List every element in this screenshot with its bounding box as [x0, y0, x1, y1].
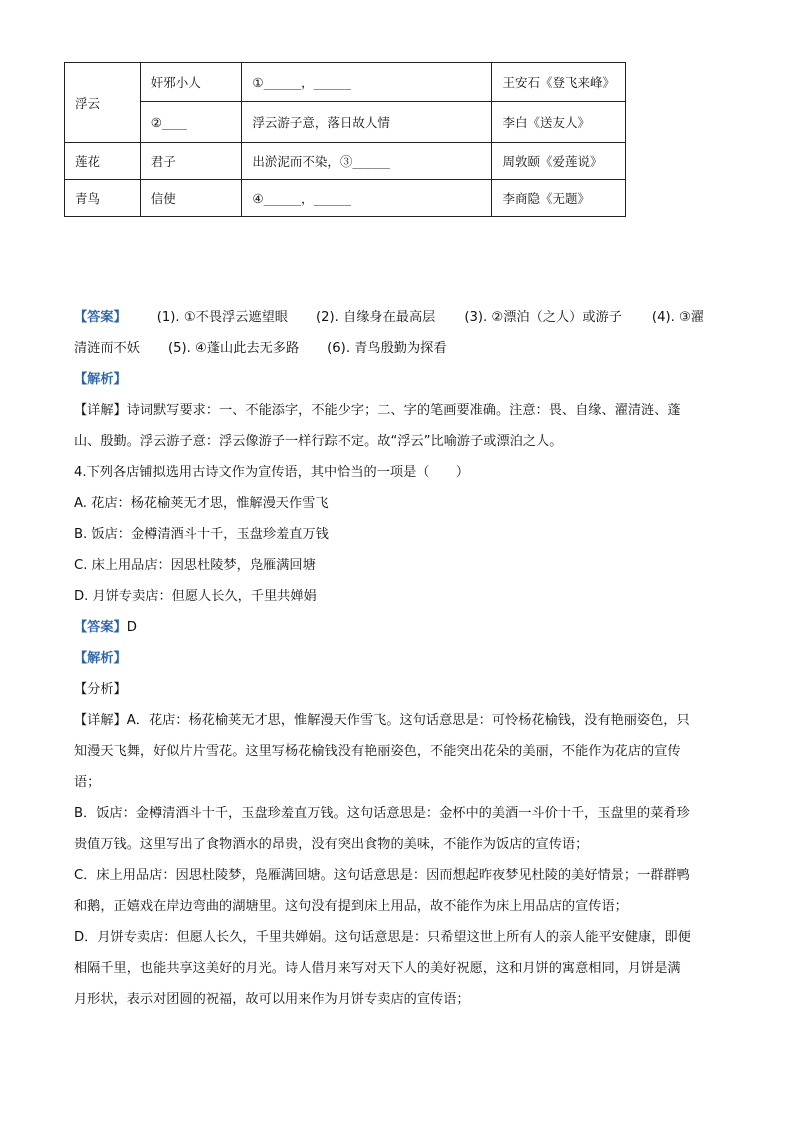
detail-line: B．饭店：金樽清酒斗十千，玉盘珍羞直万钱。这句话意思是：金杯中的美酒一斗价十千，玉盘里的菜肴珍: [74, 806, 690, 821]
detail-line: A．花店：杨花榆荚无才思，惟解漫天作雪飞。这句话意思是：可怜杨花榆钱，没有艳丽姿色，只: [126, 713, 690, 728]
meaning-cell: 信使: [140, 180, 242, 217]
source-cell: 李商隐《无题》: [492, 180, 626, 217]
detail-line: 月形状，表示对团圆的祝福，故可以用来作为月饼专卖店的宣传语；: [74, 992, 470, 1007]
source-cell: 李白《送友人》: [492, 102, 626, 143]
poem-line-cell: ①______，______: [242, 63, 492, 102]
meaning-cell: 君子: [140, 143, 242, 180]
poem-line-cell: ④______，______: [242, 180, 492, 217]
detail-paragraph: [74, 705, 722, 736]
poem-table: [64, 62, 626, 217]
q4-answer-line: [74, 612, 722, 643]
meaning-cell: 奸邪小人: [140, 63, 242, 102]
table-row: [65, 143, 626, 180]
detail-tag: 【详解】: [74, 403, 127, 418]
option-b: B. 饭店：金樽清酒斗十千，玉盘珍羞直万钱: [74, 527, 329, 542]
detail-tag: 【详解】: [74, 713, 127, 728]
option-d: D. 月饼专卖店：但愿人长久，千里共婵娟: [74, 589, 317, 604]
q3-answer-line: [74, 333, 722, 364]
fenxi-heading: 【分析】: [74, 682, 127, 697]
option-c: C. 床上用品店：因思杜陵梦，凫雁满回塘: [74, 558, 316, 573]
answer-item: (1). ①不畏浮云遮望眼: [156, 310, 288, 325]
answer-item: (2). 自缘身在最高层: [315, 310, 436, 325]
source-cell: 王安石《登飞来峰》: [492, 63, 626, 102]
detail-line: D．月饼专卖店：但愿人长久，千里共婵娟。这句话意思是：只希望这世上所有人的亲人能平安健康，即便: [74, 930, 691, 945]
detail-line: 贵值万钱。这里写出了食物酒水的昂贵，没有突出食物的美味，不能作为饭店的宣传语；: [74, 837, 589, 852]
imagery-cell: 莲花: [65, 143, 141, 180]
answer-value: D: [126, 620, 137, 635]
detail-line: 诗词默写要求：一、不能添字，不能少字；二、字的笔画要准确。注意：畏、自缘、濯清涟、蓬: [126, 403, 681, 418]
detail-line: 相隔千里，也能共享这美好的月光。诗人借月来写对天下人的美好祝愿，这和月饼的寓意相同，月饼是满: [74, 961, 681, 976]
poem-line-cell: 出淤泥而不染，③______: [242, 143, 492, 180]
answer-tag: 【答案】: [74, 310, 127, 325]
table-row: [65, 102, 626, 143]
analysis-heading: 【解析】: [74, 372, 127, 387]
answer-item: (5). ④蓬山此去无多路: [167, 341, 300, 356]
question-text: 4.下列各店铺拟选用古诗文作为宣传语，其中恰当的一项是（ ）: [74, 465, 470, 480]
q3-answer-line: [74, 302, 722, 333]
meaning-cell: ②____: [140, 102, 242, 143]
detail-line: 山、殷勤。浮云游子意：浮云像游子一样行踪不定。故“浮云”比喻游子或漂泊之人。: [74, 434, 563, 449]
answer-item: 清涟而不妖: [74, 341, 140, 356]
detail-paragraph: [74, 395, 722, 426]
table-row: [65, 63, 626, 102]
detail-line: 和鹅，正嬉戏在岸边弯曲的湖塘里。这句没有提到床上用品，故不能作为床上用品店的宣传语；: [74, 899, 628, 914]
analysis-heading: 【解析】: [74, 651, 127, 666]
detail-line: C．床上用品店：因思杜陵梦，凫雁满回塘。这句话意思是：因而想起昨夜梦见杜陵的美好情景；一群群鸭: [74, 868, 690, 883]
detail-line: 知漫天飞舞，好似片片雪花。这里写杨花榆钱没有艳丽姿色，不能突出花朵的美丽，不能作为花店的宣传: [74, 744, 681, 759]
option-a: A. 花店：杨花榆荚无才思，惟解漫天作雪飞: [74, 496, 329, 511]
answer-item: (4). ③濯: [651, 310, 704, 325]
answer-tag: 【答案】: [74, 620, 127, 635]
detail-line: 语；: [74, 775, 101, 790]
poem-line-cell: 浮云游子意，落日故人情: [242, 102, 492, 143]
imagery-cell: 青鸟: [65, 180, 141, 217]
document-body: [74, 302, 722, 1015]
answer-item: (3). ②漂泊（之人）或游子: [464, 310, 622, 325]
source-cell: 周敦颐《爱莲说》: [492, 143, 626, 180]
table-row: [65, 180, 626, 217]
answer-item: (6). 青鸟殷勤为探看: [327, 341, 447, 356]
imagery-cell: 浮云: [65, 63, 141, 143]
